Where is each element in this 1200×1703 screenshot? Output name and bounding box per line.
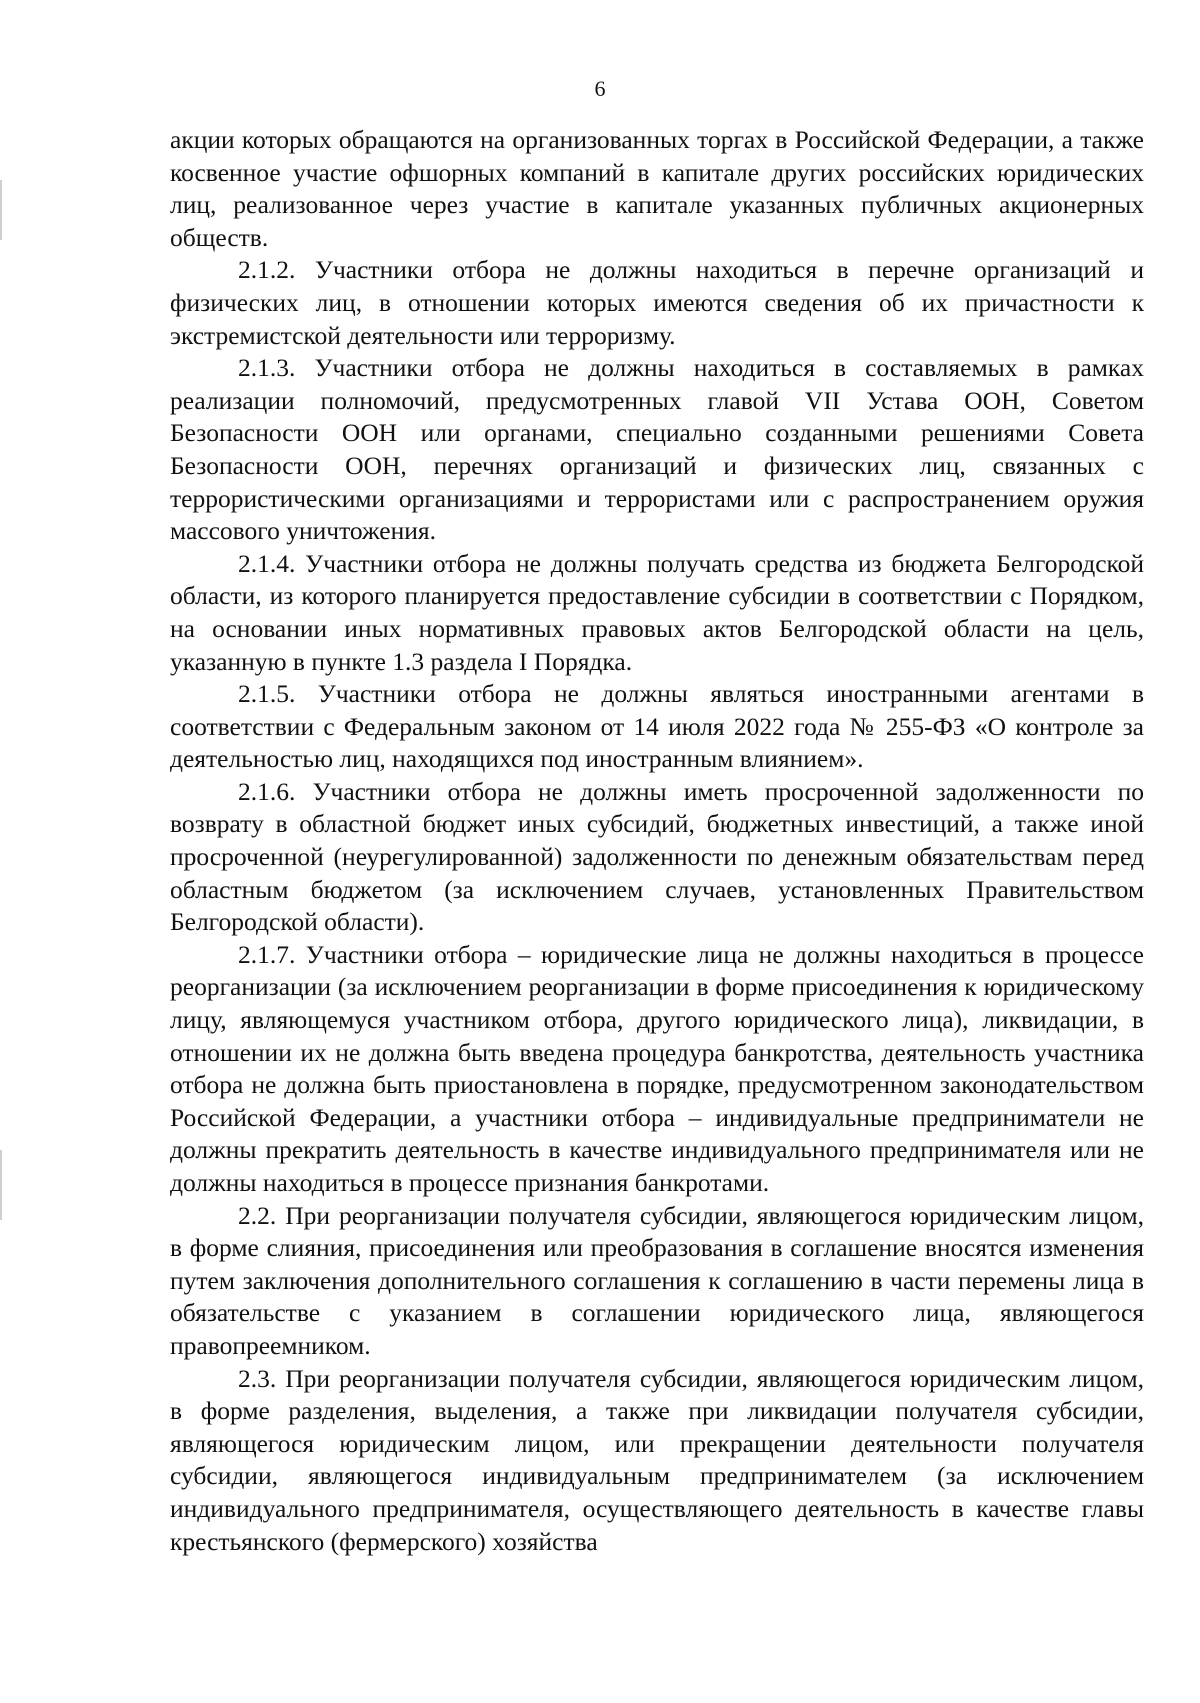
paragraph-2-1-6: 2.1.6. Участники отбора не должны иметь просроченной задолженности по возврату в областной бюджет иных субсидий, бюджетных инвестиций, а также иной просроченной (неурегулированной) задолженности по денежным обязательствам перед областным бюджетом (за исключением случаев, установленных Правительством Белгородской области). bbox=[170, 776, 1144, 937]
paragraph-2-1-7: 2.1.7. Участники отбора – юридические лица не должны находиться в процессе реорганизации (за исключением реорганизации в форме присоединения к юридическому лицу, являющемуся участником отбора, другого юридического лица), ликвидации, в отношении их не должна быть введена процедура банкротства, деятельность участника отбора не должна быть приостановлена в порядке, предусмотренном законодательством Российской Федерации, а участники отбора – индивидуальные предприниматели не должны прекратить деятельность в качестве индивидуального предпринимателя или не должны находиться в процессе признания банкротами. bbox=[170, 939, 1144, 1197]
paragraph-2-1-4: 2.1.4. Участники отбора не должны получать средства из бюджета Белгородской области, из которого планируется предоставление субсидии в соответствии с Порядком, на основании иных нормативных правовых актов Белгородской области на цель, указанную в пункте 1.3 раздела I Порядка. bbox=[170, 548, 1144, 676]
paragraph-continuation: акции которых обращаются на организованных торгах в Российской Федерации, а также косвенное участие офшорных компаний в капитале других российских юридических лиц, реализованное через участие в капитале указанных публичных акционерных обществ. bbox=[170, 125, 1144, 252]
scan-edge-mark bbox=[0, 180, 2, 240]
paragraph-2-3: 2.3. При реорганизации получателя субсидии, являющегося юридическим лицом, в форме разделения, выделения, а также при ликвидации получателя субсидии, являющегося юридическим лицом, или прекращении деятельности получателя субсидии, являющегося индивидуальным предпринимателем (за исключением индивидуального предпринимателя, осуществляющего деятельность в качестве главы крестьянского (фермерского) хозяйства bbox=[170, 1363, 1144, 1556]
paragraph-2-1-5: 2.1.5. Участники отбора не должны являться иностранными агентами в соответствии с Федеральным законом от 14 июля 2022 года № 255-ФЗ «О контроле за деятельностью лиц, находящихся под иностранным влиянием». bbox=[170, 679, 1144, 774]
document-body bbox=[170, 124, 1144, 1558]
paragraph-2-1-3: 2.1.3. Участники отбора не должны находиться в составляемых в рамках реализации полномочий, предусмотренных главой VII Устава ООН, Советом Безопасности ООН или органами, специально созданными решениями Совета Безопасности ООН, перечнях организаций и физических лиц, связанных с террористическими организациями и террористами или с распространением оружия массового уничтожения. bbox=[170, 353, 1144, 546]
scan-edge-mark bbox=[0, 1150, 2, 1220]
paragraph-2-1-2: 2.1.2. Участники отбора не должны находиться в перечне организаций и физических лиц, в отношении которых имеются сведения об их причастности к экстремистской деятельности или терроризму. bbox=[170, 255, 1144, 350]
paragraph-2-2: 2.2. При реорганизации получателя субсидии, являющегося юридическим лицом, в форме слияния, присоединения или преобразования в соглашение вносятся изменения путем заключения дополнительного соглашения к соглашению в части перемены лица в обязательстве с указанием в соглашении юридического лица, являющегося правопреемником. bbox=[170, 1200, 1144, 1360]
page-number: 6 bbox=[594, 76, 606, 101]
